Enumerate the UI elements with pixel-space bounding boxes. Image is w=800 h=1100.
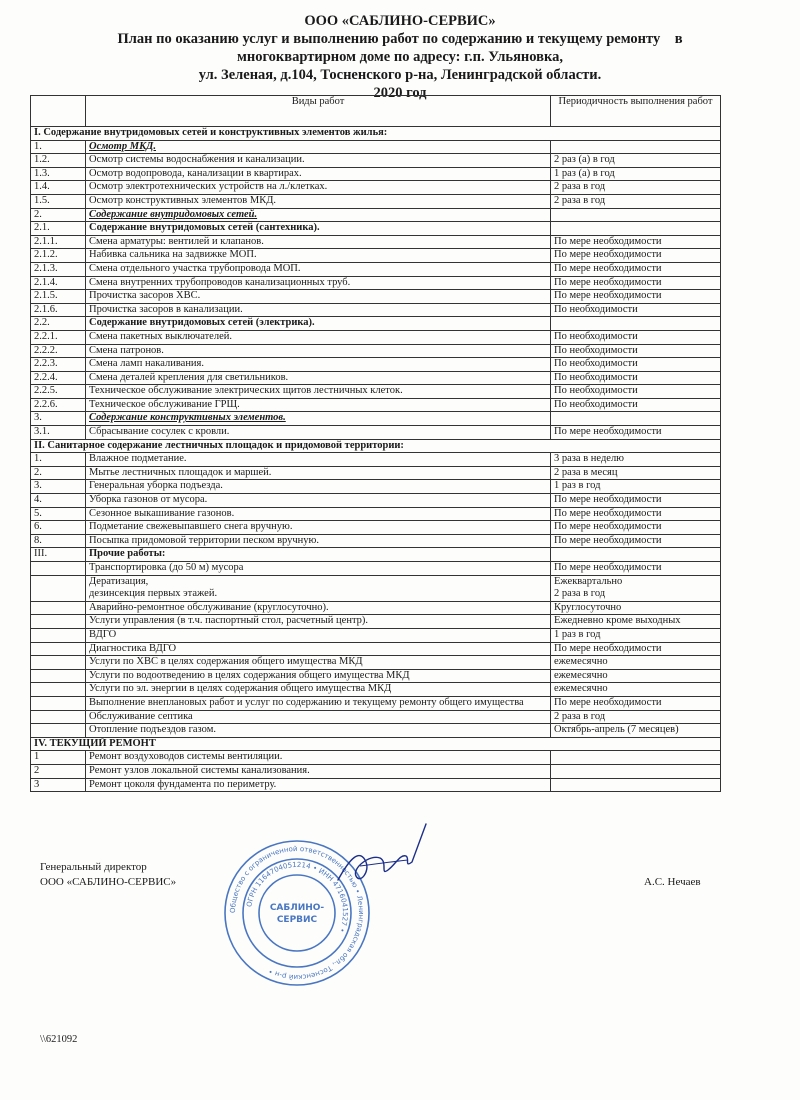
work-description: Смена внутренних трубопроводов канализационных труб. xyxy=(86,276,551,290)
table-row xyxy=(31,398,721,412)
work-description: Смена ламп накаливания. xyxy=(86,358,551,372)
work-periodicity: 2 раза в год xyxy=(551,181,721,195)
row-number: 5. xyxy=(31,507,86,521)
work-description: Посыпка придомовой территории песком вручную. xyxy=(86,534,551,548)
row-number: 2.1.3. xyxy=(31,262,86,276)
row-number: 1.4. xyxy=(31,181,86,195)
row-number: 6. xyxy=(31,521,86,535)
section-title: I. Содержание внутридомовых сетей и конструктивных элементов жилья: xyxy=(31,127,721,141)
work-periodicity xyxy=(551,778,721,792)
table-row xyxy=(31,642,721,656)
work-periodicity: По мере необходимости xyxy=(551,235,721,249)
table-row xyxy=(31,521,721,535)
title-line-2: многоквартирном доме по адресу: г.п. Ульяновка, xyxy=(236,49,564,65)
work-periodicity xyxy=(551,412,721,426)
work-description: Дератизация, дезинсекция первых этажей. xyxy=(86,575,551,601)
table-row xyxy=(31,669,721,683)
row-number: 2 xyxy=(31,764,86,778)
work-periodicity: По необходимости xyxy=(551,398,721,412)
row-number: 3 xyxy=(31,778,86,792)
row-number xyxy=(31,628,86,642)
work-periodicity xyxy=(551,208,721,222)
work-periodicity: По необходимости xyxy=(551,303,721,317)
signer-position xyxy=(40,860,176,890)
row-number xyxy=(31,656,86,670)
work-periodicity xyxy=(551,548,721,562)
work-periodicity: По мере необходимости xyxy=(551,507,721,521)
row-number: 3. xyxy=(31,412,86,426)
work-periodicity: По необходимости xyxy=(551,358,721,372)
work-periodicity xyxy=(551,317,721,331)
row-number: 2.2.3. xyxy=(31,358,86,372)
work-description: Осмотр электротехнических устройств на л./клетках. xyxy=(86,181,551,195)
row-number: 2.1.6. xyxy=(31,303,86,317)
table-row xyxy=(31,696,721,710)
work-description: ВДГО xyxy=(86,628,551,642)
table-row xyxy=(31,601,721,615)
work-periodicity: По мере необходимости xyxy=(551,562,721,576)
table-row xyxy=(31,276,721,290)
row-number: 2.2. xyxy=(31,317,86,331)
row-number: 2.2.4. xyxy=(31,371,86,385)
work-description: Транспортировка (до 50 м) мусора xyxy=(86,562,551,576)
work-periodicity: По мере необходимости xyxy=(551,249,721,263)
table-row xyxy=(31,290,721,304)
row-number: 2.2.6. xyxy=(31,398,86,412)
row-number: 4. xyxy=(31,494,86,508)
work-periodicity: По мере необходимости xyxy=(551,534,721,548)
work-description: Обслуживание септика xyxy=(86,710,551,724)
work-periodicity: 1 раз в год xyxy=(551,628,721,642)
svg-text:ОГРН 1164704051214 • ИНН 47160: ОГРН 1164704051214 • ИНН 4716041527 • xyxy=(245,860,350,934)
work-description: Содержание внутридомовых сетей (сантехника). xyxy=(86,222,551,236)
column-header-period: Периодичность выполнения работ xyxy=(551,96,721,127)
work-description: Ремонт воздуховодов системы вентиляции. xyxy=(86,751,551,765)
table-row xyxy=(31,235,721,249)
work-description: Смена арматуры: вентилей и клапанов. xyxy=(86,235,551,249)
work-description: Генеральная уборка подъезда. xyxy=(86,480,551,494)
work-description: Смена отдельного участка трубопровода МОП. xyxy=(86,262,551,276)
work-description: Содержание конструктивных элементов. xyxy=(86,412,551,426)
row-number: 3. xyxy=(31,480,86,494)
work-description: Сезонное выкашивание газонов. xyxy=(86,507,551,521)
table-row xyxy=(31,615,721,629)
table-row xyxy=(31,371,721,385)
row-number: 1.5. xyxy=(31,194,86,208)
row-number: 1. xyxy=(31,140,86,154)
table-row xyxy=(31,358,721,372)
work-description: Аварийно-ремонтное обслуживание (круглосуточно). xyxy=(86,601,551,615)
row-number: 1. xyxy=(31,453,86,467)
table-row xyxy=(31,154,721,168)
work-periodicity: 3 раза в неделю xyxy=(551,453,721,467)
row-number: 8. xyxy=(31,534,86,548)
work-description: Услуги по эл. энергии в целях содержания общего имущества МКД xyxy=(86,683,551,697)
work-description: Осмотр МКД. xyxy=(86,140,551,154)
work-description: Влажное подметание. xyxy=(86,453,551,467)
table-row xyxy=(31,764,721,778)
table-row xyxy=(31,778,721,792)
work-periodicity: По мере необходимости xyxy=(551,494,721,508)
work-description: Набивка сальника на задвижке МОП. xyxy=(86,249,551,263)
row-number xyxy=(31,642,86,656)
work-description: Сбрасывание сосулек с кровли. xyxy=(86,426,551,440)
row-number: 2. xyxy=(31,208,86,222)
document-header xyxy=(0,12,800,102)
work-description: Техническое обслуживание электрических щитов лестничных клеток. xyxy=(86,385,551,399)
work-description: Содержание внутридомовых сетей. xyxy=(86,208,551,222)
row-number: 3.1. xyxy=(31,426,86,440)
svg-text:Общество с ограниченной ответс: Общество с ограниченной ответственностью • Ленинградская обл., Тосненский р-н • xyxy=(228,844,366,982)
table-header-row xyxy=(31,96,721,127)
table-row xyxy=(31,751,721,765)
work-description: Подметание свежевыпавшего снега вручную. xyxy=(86,521,551,535)
table-row xyxy=(31,181,721,195)
section-title: II. Санитарное содержание лестничных площадок и придомовой территории: xyxy=(31,439,721,453)
work-description: Ремонт узлов локальной системы канализования. xyxy=(86,764,551,778)
row-number: 2.2.1. xyxy=(31,330,86,344)
work-description: Выполнение внеплановых работ и услуг по содержанию и текущему ремонту общего имущества xyxy=(86,696,551,710)
work-periodicity: Круглосуточно xyxy=(551,601,721,615)
work-periodicity: Ежедневно кроме выходных xyxy=(551,615,721,629)
row-number xyxy=(31,696,86,710)
row-number: 2.2.2. xyxy=(31,344,86,358)
work-description: Осмотр водопровода, канализации в квартирах. xyxy=(86,167,551,181)
row-number xyxy=(31,669,86,683)
row-number: 2.2.5. xyxy=(31,385,86,399)
work-description: Прочие работы: xyxy=(86,548,551,562)
row-number xyxy=(31,683,86,697)
work-periodicity: По необходимости xyxy=(551,371,721,385)
work-description: Услуги по водоотведению в целях содержания общего имущества МКД xyxy=(86,669,551,683)
work-periodicity: Ежеквартально 2 раза в год xyxy=(551,575,721,601)
company-name: ООО «САБЛИНО-СЕРВИС» xyxy=(304,13,496,29)
row-number: 1 xyxy=(31,751,86,765)
work-description: Прочистка засоров в канализации. xyxy=(86,303,551,317)
section-row xyxy=(31,737,721,751)
work-periodicity xyxy=(551,764,721,778)
work-periodicity: По необходимости xyxy=(551,385,721,399)
table-row xyxy=(31,466,721,480)
work-description: Содержание внутридомовых сетей (электрика). xyxy=(86,317,551,331)
work-periodicity: ежемесячно xyxy=(551,669,721,683)
works-plan-table xyxy=(30,95,721,792)
work-description: Смена патронов. xyxy=(86,344,551,358)
document-number: \\621092 xyxy=(40,1034,78,1045)
table-row xyxy=(31,724,721,738)
row-number xyxy=(31,710,86,724)
work-periodicity: 2 раз (а) в год xyxy=(551,154,721,168)
work-description: Услуги по ХВС в целях содержания общего имущества МКД xyxy=(86,656,551,670)
table-row xyxy=(31,385,721,399)
work-periodicity: По необходимости xyxy=(551,344,721,358)
work-description: Ремонт цоколя фундамента по периметру. xyxy=(86,778,551,792)
document-year: 2020 год xyxy=(373,85,427,101)
table-row xyxy=(31,303,721,317)
table-row xyxy=(31,453,721,467)
table-row xyxy=(31,628,721,642)
section-row xyxy=(31,127,721,141)
work-periodicity: По мере необходимости xyxy=(551,696,721,710)
work-periodicity: По мере необходимости xyxy=(551,262,721,276)
table-row xyxy=(31,683,721,697)
table-row xyxy=(31,534,721,548)
work-description: Уборка газонов от мусора. xyxy=(86,494,551,508)
title-line-3: ул. Зеленая, д.104, Тосненского р-на, Ленинградской области. xyxy=(198,67,602,83)
signer-position-line-1: Генеральный директор xyxy=(40,861,147,873)
work-periodicity: По необходимости xyxy=(551,330,721,344)
svg-text:СЕРВИС: СЕРВИС xyxy=(276,915,318,925)
work-periodicity xyxy=(551,222,721,236)
row-number: 2.1.5. xyxy=(31,290,86,304)
table-row xyxy=(31,222,721,236)
director-signature xyxy=(330,818,430,903)
work-description: Осмотр системы водоснабжения и канализации. xyxy=(86,154,551,168)
row-number xyxy=(31,562,86,576)
work-description: Диагностика ВДГО xyxy=(86,642,551,656)
work-description: Прочистка засоров ХВС. xyxy=(86,290,551,304)
signer-position-line-2: ООО «САБЛИНО-СЕРВИС» xyxy=(40,876,177,888)
table-row xyxy=(31,262,721,276)
work-periodicity: По мере необходимости xyxy=(551,276,721,290)
work-description: Отопление подъездов газом. xyxy=(86,724,551,738)
table-row xyxy=(31,208,721,222)
table-row xyxy=(31,249,721,263)
title-line-1: План по оказанию услуг и выполнению работ по содержанию и текущему ремонту в xyxy=(117,31,683,47)
work-periodicity: ежемесячно xyxy=(551,683,721,697)
work-description: Смена пакетных выключателей. xyxy=(86,330,551,344)
section-row xyxy=(31,439,721,453)
table-row xyxy=(31,194,721,208)
work-periodicity: По мере необходимости xyxy=(551,642,721,656)
work-periodicity: 1 раз (а) в год xyxy=(551,167,721,181)
work-description: Осмотр конструктивных элементов МКД. xyxy=(86,194,551,208)
work-periodicity: 2 раза в год xyxy=(551,710,721,724)
work-periodicity: Октябрь-апрель (7 месяцев) xyxy=(551,724,721,738)
table-row xyxy=(31,710,721,724)
table-row xyxy=(31,167,721,181)
svg-text:САБЛИНО-: САБЛИНО- xyxy=(269,903,325,913)
table-row xyxy=(31,330,721,344)
section-title: IV. ТЕКУЩИЙ РЕМОНТ xyxy=(31,737,721,751)
row-number: 1.2. xyxy=(31,154,86,168)
row-number: 2.1.2. xyxy=(31,249,86,263)
table-row xyxy=(31,344,721,358)
row-number: 2.1. xyxy=(31,222,86,236)
work-periodicity: 2 раза в месяц xyxy=(551,466,721,480)
table-row xyxy=(31,575,721,601)
work-periodicity: По мере необходимости xyxy=(551,426,721,440)
work-periodicity: По мере необходимости xyxy=(551,290,721,304)
table-row xyxy=(31,548,721,562)
work-periodicity: 2 раза в год xyxy=(551,194,721,208)
table-row xyxy=(31,562,721,576)
row-number xyxy=(31,601,86,615)
work-description: Мытье лестничных площадок и маршей. xyxy=(86,466,551,480)
work-periodicity: По мере необходимости xyxy=(551,521,721,535)
row-number xyxy=(31,724,86,738)
work-periodicity: ежемесячно xyxy=(551,656,721,670)
table-row xyxy=(31,412,721,426)
column-header-num xyxy=(31,96,86,127)
work-periodicity: 1 раз в год xyxy=(551,480,721,494)
row-number xyxy=(31,615,86,629)
table-row xyxy=(31,480,721,494)
table-row xyxy=(31,656,721,670)
signature-graphic xyxy=(330,818,430,898)
row-number: III. xyxy=(31,548,86,562)
work-description: Техническое обслуживание ГРЩ. xyxy=(86,398,551,412)
work-periodicity xyxy=(551,751,721,765)
work-periodicity xyxy=(551,140,721,154)
row-number: 2.1.4. xyxy=(31,276,86,290)
table-row xyxy=(31,426,721,440)
table-row xyxy=(31,140,721,154)
row-number: 2.1.1. xyxy=(31,235,86,249)
row-number xyxy=(31,575,86,601)
column-header-work: Виды работ xyxy=(86,96,551,127)
work-description: Смена деталей крепления для светильников. xyxy=(86,371,551,385)
row-number: 2. xyxy=(31,466,86,480)
table-row xyxy=(31,494,721,508)
signer-name: А.С. Нечаев xyxy=(644,876,701,888)
work-description: Услуги управления (в т.ч. паспортный стол, расчетный центр). xyxy=(86,615,551,629)
table-row xyxy=(31,317,721,331)
row-number: 1.3. xyxy=(31,167,86,181)
table-row xyxy=(31,507,721,521)
